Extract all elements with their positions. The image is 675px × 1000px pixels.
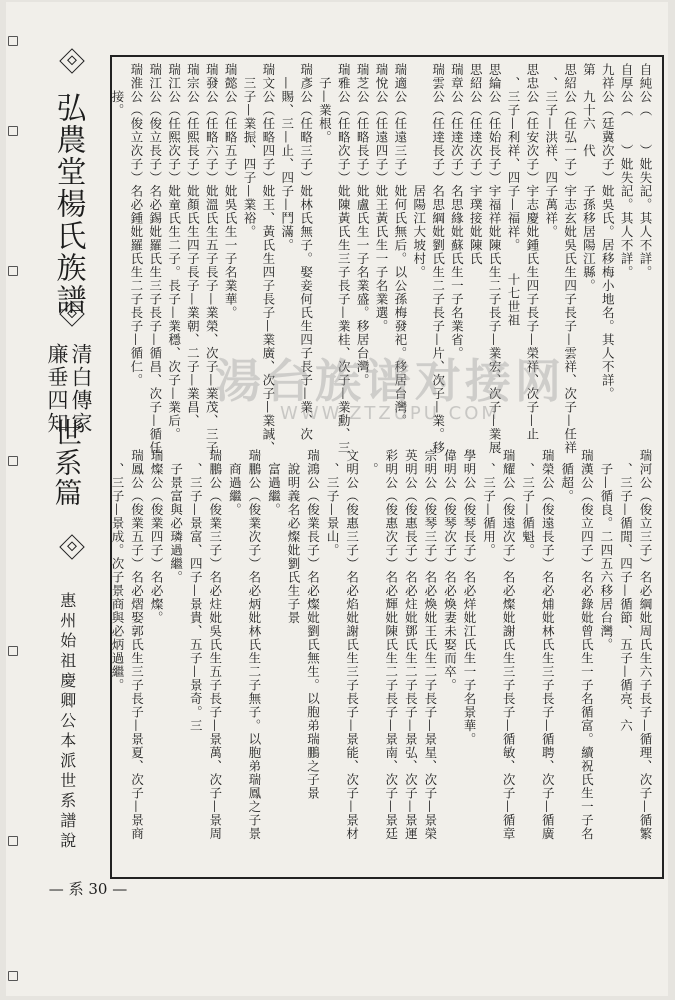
text-column: 瑞鵬公（俊業三子）名必炷妣吳氏生五子長子—景萬、次子—景周 <box>207 449 223 841</box>
text-column: 瑞鴻公（俊業長子）名必燦妣劉氏無生。以胞弟瑞鵬之子景 <box>305 449 321 800</box>
text-column: 、三子—循用。 <box>481 449 497 557</box>
text-frame <box>110 55 664 879</box>
text-column: 偉明公（俊琴次子）名必煥妻未娶而卒。 <box>442 449 458 692</box>
text-column: 宗明公（俊琴三子）名必煥妣王氏生二子長子—景星、次子—景榮 <box>422 449 438 841</box>
text-column: 思忠公（任安次子）宇志慶妣鍾氏生四子長子—榮祥、次子—止 <box>524 63 540 441</box>
text-column: 、三子—洪祥、四子萬祥。 <box>543 63 559 239</box>
text-column: 自厚公（ ）妣失記。其人不詳。 <box>619 63 635 279</box>
text-column: 循超。 <box>559 449 575 503</box>
text-column: 瑞雲公（任達長子）名思綱妣劉氏生二子長子—片、次子—業。移 <box>430 63 446 455</box>
text-column: 瑞章公（任達次子）名思緣妣蘇氏生一子名業省。 <box>449 63 465 360</box>
text-column: 文明公（俊惠三子）名必焰妣謝氏生三子長子—景能、次子—景材 <box>344 449 360 841</box>
text-column: 、三子—景成。次子景商與必炳過繼。 <box>110 449 125 692</box>
motto-line-1: 廉垂四知 <box>45 343 70 435</box>
text-column: 瑞鵬公（俊業次子）名必炳妣林氏生二子無子。以胞弟瑞鳳之子景 <box>246 449 262 841</box>
text-column: 瑞鳳公（俊業五子）名必熠娶郭氏生三子長子—景夏、次子—景商 <box>129 449 145 841</box>
watermark-url: WWW.ZTZUPU.COM <box>280 403 500 424</box>
text-column: 英明公（俊惠長子）名必炷妣鄧氏生二子長子—景弘、次子—景運 <box>403 449 419 841</box>
text-column: 瑞文公（任略四子）妣王、黃氏生四子長子—業廣、次子—業誠、 <box>260 63 276 455</box>
text-column: 說明義名必燦妣劉氏生子景 <box>286 449 301 625</box>
text-column: 子—循良。二四五六移居台灣。 <box>598 449 614 652</box>
watermark-text: 湯台族谱对接网 <box>215 354 565 408</box>
text-column: 、三子—利祥、四子—福祥。 十七世祖 <box>506 63 521 327</box>
text-column: 。 <box>364 449 380 476</box>
text-column: 瑞懿公（任略五子）妣吳氏生一子名業華。 <box>223 63 239 320</box>
text-column: 瑞雅公（任略次子）妣陳黃氏生三子長子—業桂、次子—業勳、三 <box>336 63 352 455</box>
text-column: 思紹公（任弘一子）宇志玄妣吳氏生四子長子—雲祥、次子—任祥 <box>562 63 578 455</box>
text-column: 瑞河公（俊立三子）名必綱妣周氏生六子長子—循理、次子—循繁 <box>638 449 653 841</box>
text-column: 瑞彥公（任略三子）妣林氏無子。娶妾何氏生四子長子—業、次 <box>298 63 314 441</box>
text-column: 彩明公（俊惠次子）名必輝妣陳氏生二子長子—景南、次子—景廷 <box>383 449 399 841</box>
text-column: 瑞發公（任略六子）妣溫氏生五子長子—業榮、次子—業茂、三子 <box>204 63 220 455</box>
text-column: 瑞漢公（俊立四子）名必錄妣曾氏生一子名循富。續祝氏生一子名 <box>579 449 595 841</box>
binding-holes <box>6 36 20 986</box>
text-column: 瑞燦公（俊業四子）名必燦。 <box>149 449 165 625</box>
text-column: 瑞江公（任熙次子）妣童氏生二子。長子—業穩、次子—業后。 <box>166 63 182 441</box>
text-column: 子—業根。 <box>317 63 333 144</box>
text-column: 瑞宗公（任熙長子）妣顏氏生四子長子—業朝、二子—業昌、 <box>185 63 201 428</box>
text-column: 商過繼。 <box>227 449 243 517</box>
branch-title: 惠州始祖慶卿公本派世系譜說 <box>57 592 77 852</box>
text-column: —賜、三—止、四子—鬥滿。 <box>279 63 295 252</box>
text-column: 瑞芝公（任略長子）妣盧氏生一子名業盛。移居台灣。 <box>355 63 371 387</box>
text-column: 九祥公（廷冀次子）妣吳氏。居移梅小地名。其人不詳。 <box>600 63 616 401</box>
text-column: 富過繼。 <box>266 449 282 517</box>
motto-line-2: 清白傳家 <box>69 343 94 435</box>
text-column: 自純公（ ）妣失記。其人不詳。 <box>638 63 653 279</box>
text-column: 、三子—景富、四子—景貴、五子—景奇。三 <box>188 449 204 733</box>
page-number: — 系 30 — <box>48 880 128 898</box>
text-column: 、三子—循魁。 <box>520 449 536 557</box>
text-column: 瑞榮公（俊遠長子）名必烳妣林氏生三子長子—循聘、次子—循廣 <box>540 449 556 841</box>
text-column: 三子—業振、四子—業裕。 <box>242 63 257 239</box>
text-column: 瑞江公（俊立長子）名必錫妣羅氏生三子長子—循昌、次子—循任 <box>147 63 163 455</box>
text-column: 、三子—循閒、四子—循節、五子—循亮、六 <box>618 449 634 733</box>
text-column: 居陽江大坡村。 <box>411 63 427 279</box>
text-column: 瑞適公（任遠三子）妣何氏無后。以公孫梅發祀。移居台灣。 <box>392 63 408 428</box>
genealogy-title: 弘農堂楊氏族譜 <box>50 92 86 316</box>
text-column: 、三子—景山。 <box>325 449 341 557</box>
text-column: 瑞耀公（俊遠次子）名必燦妣謝氏生三子長子—循敏、次子—循章 <box>501 449 517 841</box>
text-column: 瑞淮公（俊立次子）名必鍾妣羅氏生二子長子—循仁。 <box>128 63 144 387</box>
text-column: 思綸公（任始長子）宇福祥妣陳氏生二子長子—業宏、次子—業展 <box>487 63 503 455</box>
text-column: 子景富與必璘過繼。 <box>168 449 184 584</box>
text-column: 思紹公（任達次子）宇璞接妣陳氏 <box>468 63 484 266</box>
text-column: 瑞悅公（任遠四子）妣王黃氏生一子名業選。 <box>374 63 389 333</box>
section-title: 世系篇 <box>50 418 84 508</box>
text-column: 接。 <box>110 63 125 117</box>
text-column: 學明公（俊琴長子）名必烊妣江氏生一子名景華。 <box>462 449 477 746</box>
text-column: 第 九十六 代 子孫移居陽江縣。 <box>581 63 597 293</box>
